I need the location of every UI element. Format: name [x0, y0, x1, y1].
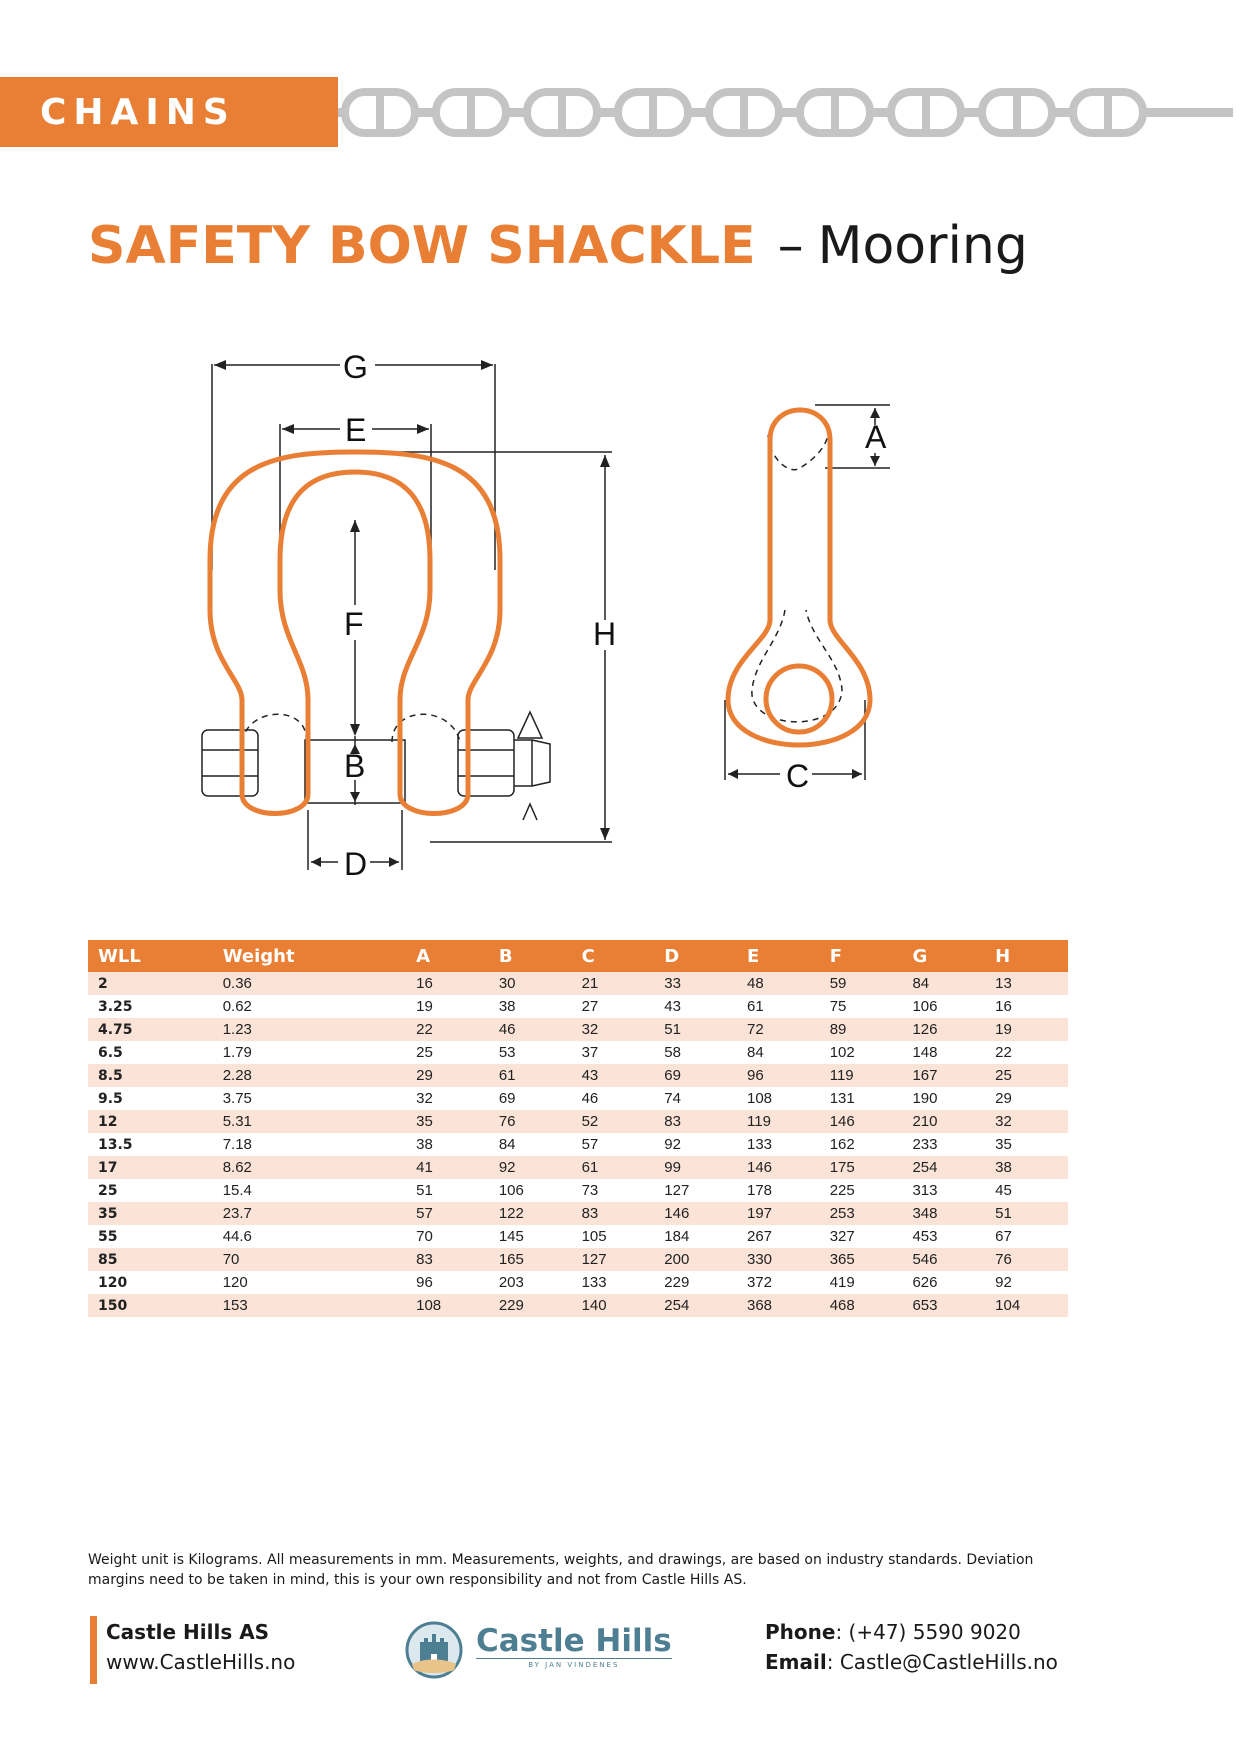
col-header-h: H: [985, 940, 1068, 972]
cell-b: 61: [489, 1064, 572, 1087]
email-line: [765, 1650, 1058, 1674]
cell-b: 106: [489, 1179, 572, 1202]
cell-g: 190: [902, 1087, 985, 1110]
col-header-b: B: [489, 940, 572, 972]
cell-b: 122: [489, 1202, 572, 1225]
dim-label-a: A: [865, 419, 887, 455]
col-header-e: E: [737, 940, 820, 972]
cell-wll: 9.5: [88, 1087, 213, 1110]
cell-a: 38: [406, 1133, 489, 1156]
cell-d: 184: [654, 1225, 737, 1248]
cell-wll: 17: [88, 1156, 213, 1179]
cell-c: 133: [572, 1271, 655, 1294]
castle-logo-icon: [404, 1620, 464, 1680]
table-row: [88, 995, 1068, 1018]
cell-g: 626: [902, 1271, 985, 1294]
cell-h: 38: [985, 1156, 1068, 1179]
cell-c: 52: [572, 1110, 655, 1133]
cell-weight: 15.4: [213, 1179, 406, 1202]
table-row: [88, 1156, 1068, 1179]
col-header-a: A: [406, 940, 489, 972]
cell-a: 29: [406, 1064, 489, 1087]
cell-h: 13: [985, 972, 1068, 995]
cell-g: 313: [902, 1179, 985, 1202]
cell-g: 254: [902, 1156, 985, 1179]
table-row: [88, 1202, 1068, 1225]
table-row: [88, 972, 1068, 995]
contact-block: [765, 1620, 1058, 1680]
cell-h: 76: [985, 1248, 1068, 1271]
cell-d: 229: [654, 1271, 737, 1294]
cell-c: 73: [572, 1179, 655, 1202]
cell-f: 146: [820, 1110, 903, 1133]
cell-f: 253: [820, 1202, 903, 1225]
cell-e: 84: [737, 1041, 820, 1064]
cell-h: 32: [985, 1110, 1068, 1133]
page-title: [88, 216, 1028, 276]
cell-e: 368: [737, 1294, 820, 1317]
cell-f: 59: [820, 972, 903, 995]
table-row: [88, 1133, 1068, 1156]
cell-d: 69: [654, 1064, 737, 1087]
cell-b: 53: [489, 1041, 572, 1064]
cell-b: 38: [489, 995, 572, 1018]
col-header-f: F: [820, 940, 903, 972]
cell-b: 145: [489, 1225, 572, 1248]
cell-g: 106: [902, 995, 985, 1018]
table-row: [88, 1179, 1068, 1202]
cell-weight: 3.75: [213, 1087, 406, 1110]
phone-value[interactable]: : (+47) 5590 9020: [835, 1620, 1021, 1644]
email-label: Email: [765, 1650, 827, 1674]
cell-weight: 44.6: [213, 1225, 406, 1248]
col-header-wll: WLL: [88, 940, 213, 972]
cell-weight: 120: [213, 1271, 406, 1294]
company-block: [106, 1620, 295, 1674]
phone-line: [765, 1620, 1058, 1644]
cell-g: 233: [902, 1133, 985, 1156]
company-name: Castle Hills AS: [106, 1620, 270, 1644]
cell-wll: 12: [88, 1110, 213, 1133]
chain-link-icon: [618, 92, 688, 133]
cell-b: 76: [489, 1110, 572, 1133]
cell-h: 67: [985, 1225, 1068, 1248]
cell-e: 372: [737, 1271, 820, 1294]
cell-b: 165: [489, 1248, 572, 1271]
title-dash: –: [777, 216, 804, 276]
title-subtitle: Mooring: [817, 216, 1028, 276]
footer-accent-bar: [90, 1616, 97, 1684]
cell-b: 229: [489, 1294, 572, 1317]
cell-d: 43: [654, 995, 737, 1018]
col-header-weight: Weight: [213, 940, 406, 972]
cell-h: 25: [985, 1064, 1068, 1087]
cell-e: 119: [737, 1110, 820, 1133]
cell-weight: 5.31: [213, 1110, 406, 1133]
cell-b: 30: [489, 972, 572, 995]
cell-weight: 2.28: [213, 1064, 406, 1087]
cell-e: 267: [737, 1225, 820, 1248]
cell-wll: 4.75: [88, 1018, 213, 1041]
cell-weight: 7.18: [213, 1133, 406, 1156]
chain-link-icon: [436, 92, 506, 133]
table-row: [88, 1110, 1068, 1133]
table-row: [88, 1041, 1068, 1064]
cell-f: 162: [820, 1133, 903, 1156]
chain-link-icon: [982, 92, 1052, 133]
cell-b: 92: [489, 1156, 572, 1179]
cell-g: 148: [902, 1041, 985, 1064]
cell-h: 92: [985, 1271, 1068, 1294]
cell-f: 365: [820, 1248, 903, 1271]
cell-e: 146: [737, 1156, 820, 1179]
cell-c: 43: [572, 1064, 655, 1087]
cell-wll: 2: [88, 972, 213, 995]
cell-a: 19: [406, 995, 489, 1018]
cell-wll: 35: [88, 1202, 213, 1225]
pin-hole: [766, 666, 832, 732]
cell-wll: 150: [88, 1294, 213, 1317]
col-header-d: D: [654, 940, 737, 972]
chain-link-icon: [709, 92, 779, 133]
dim-label-b: B: [344, 748, 366, 784]
disclaimer-text: Weight unit is Kilograms. All measurements in mm. Measurements, weights, and drawings, are based on industry standards. Deviation margins need to be taken in mind, this is your own responsibility and not from Castle Hills AS.: [88, 1552, 1034, 1588]
cell-f: 131: [820, 1087, 903, 1110]
cell-h: 51: [985, 1202, 1068, 1225]
cell-h: 35: [985, 1133, 1068, 1156]
table-row: [88, 1018, 1068, 1041]
phone-label: Phone: [765, 1620, 836, 1644]
cell-wll: 6.5: [88, 1041, 213, 1064]
cell-c: 37: [572, 1041, 655, 1064]
cell-c: 105: [572, 1225, 655, 1248]
cell-c: 57: [572, 1133, 655, 1156]
cell-g: 84: [902, 972, 985, 995]
dim-label-h: H: [593, 616, 617, 652]
cell-a: 70: [406, 1225, 489, 1248]
cell-h: 22: [985, 1041, 1068, 1064]
cell-a: 25: [406, 1041, 489, 1064]
cell-e: 61: [737, 995, 820, 1018]
table-header-row: [88, 940, 1068, 972]
cell-c: 32: [572, 1018, 655, 1041]
cell-a: 51: [406, 1179, 489, 1202]
chain-link-icon: [345, 92, 415, 133]
table-row: [88, 1248, 1068, 1271]
cell-weight: 0.62: [213, 995, 406, 1018]
cell-wll: 85: [88, 1248, 213, 1271]
section-label: CHAINS: [40, 91, 236, 133]
cell-weight: 153: [213, 1294, 406, 1317]
shackle-diagram: [180, 340, 980, 880]
cell-f: 89: [820, 1018, 903, 1041]
cell-d: 51: [654, 1018, 737, 1041]
cell-e: 72: [737, 1018, 820, 1041]
cell-a: 32: [406, 1087, 489, 1110]
specification-table: [88, 940, 1068, 1317]
cell-c: 27: [572, 995, 655, 1018]
table-body: [88, 972, 1068, 1317]
cell-wll: 13.5: [88, 1133, 213, 1156]
cell-d: 127: [654, 1179, 737, 1202]
cell-wll: 55: [88, 1225, 213, 1248]
chain-link-icon: [891, 92, 961, 133]
cell-h: 104: [985, 1294, 1068, 1317]
cell-b: 69: [489, 1087, 572, 1110]
cell-wll: 25: [88, 1179, 213, 1202]
dim-label-d: D: [344, 846, 368, 880]
cell-h: 29: [985, 1087, 1068, 1110]
company-website-link[interactable]: www.CastleHills.no: [106, 1650, 296, 1674]
dim-label-g: G: [343, 349, 368, 385]
cell-g: 453: [902, 1225, 985, 1248]
cell-c: 140: [572, 1294, 655, 1317]
cell-d: 33: [654, 972, 737, 995]
table-row: [88, 1271, 1068, 1294]
cell-c: 46: [572, 1087, 655, 1110]
cell-h: 45: [985, 1179, 1068, 1202]
cell-b: 46: [489, 1018, 572, 1041]
cell-d: 99: [654, 1156, 737, 1179]
col-header-g: G: [902, 940, 985, 972]
cell-d: 92: [654, 1133, 737, 1156]
cell-g: 348: [902, 1202, 985, 1225]
cell-a: 41: [406, 1156, 489, 1179]
dim-label-f: F: [344, 606, 364, 642]
cell-c: 61: [572, 1156, 655, 1179]
cell-e: 330: [737, 1248, 820, 1271]
cell-e: 178: [737, 1179, 820, 1202]
cell-f: 327: [820, 1225, 903, 1248]
table-row: [88, 1087, 1068, 1110]
chain-link-icon: [800, 92, 870, 133]
cell-f: 225: [820, 1179, 903, 1202]
cell-d: 200: [654, 1248, 737, 1271]
cell-f: 119: [820, 1064, 903, 1087]
cell-g: 653: [902, 1294, 985, 1317]
cell-e: 197: [737, 1202, 820, 1225]
shackle-bow-side: [728, 410, 870, 745]
cell-c: 21: [572, 972, 655, 995]
email-value[interactable]: : Castle@CastleHills.no: [826, 1650, 1058, 1674]
table-row: [88, 1294, 1068, 1317]
logo-tagline: BY JAN VINDENES: [476, 1658, 672, 1669]
cell-weight: 1.23: [213, 1018, 406, 1041]
logo-wordmark: [476, 1624, 672, 1669]
cell-b: 84: [489, 1133, 572, 1156]
cell-h: 19: [985, 1018, 1068, 1041]
cell-g: 126: [902, 1018, 985, 1041]
col-header-c: C: [572, 940, 655, 972]
chain-link-icon: [1073, 92, 1143, 133]
table-row: [88, 1064, 1068, 1087]
cell-d: 58: [654, 1041, 737, 1064]
cell-wll: 3.25: [88, 995, 213, 1018]
cell-f: 75: [820, 995, 903, 1018]
cell-g: 167: [902, 1064, 985, 1087]
title-main: SAFETY BOW SHACKLE: [88, 216, 756, 276]
dim-label-c: C: [786, 758, 810, 794]
chain-decoration: [338, 88, 1233, 138]
logo-name: Castle Hills: [476, 1623, 672, 1659]
cell-a: 108: [406, 1294, 489, 1317]
cell-f: 419: [820, 1271, 903, 1294]
cell-e: 108: [737, 1087, 820, 1110]
cell-e: 96: [737, 1064, 820, 1087]
cell-c: 83: [572, 1202, 655, 1225]
cell-weight: 8.62: [213, 1156, 406, 1179]
cell-g: 210: [902, 1110, 985, 1133]
cell-c: 127: [572, 1248, 655, 1271]
cell-a: 22: [406, 1018, 489, 1041]
cell-wll: 8.5: [88, 1064, 213, 1087]
cell-a: 35: [406, 1110, 489, 1133]
cell-weight: 0.36: [213, 972, 406, 995]
cell-e: 133: [737, 1133, 820, 1156]
cell-d: 83: [654, 1110, 737, 1133]
cell-f: 102: [820, 1041, 903, 1064]
cell-wll: 120: [88, 1271, 213, 1294]
section-header-band: [0, 77, 338, 147]
cell-g: 546: [902, 1248, 985, 1271]
cell-weight: 23.7: [213, 1202, 406, 1225]
table-row: [88, 1225, 1068, 1248]
cell-e: 48: [737, 972, 820, 995]
cell-weight: 70: [213, 1248, 406, 1271]
dim-label-e: E: [345, 412, 367, 448]
cell-f: 175: [820, 1156, 903, 1179]
cell-weight: 1.79: [213, 1041, 406, 1064]
cell-d: 74: [654, 1087, 737, 1110]
cell-a: 16: [406, 972, 489, 995]
cell-f: 468: [820, 1294, 903, 1317]
chain-link-icon: [527, 92, 597, 133]
cell-a: 57: [406, 1202, 489, 1225]
cell-d: 254: [654, 1294, 737, 1317]
cell-d: 146: [654, 1202, 737, 1225]
cell-h: 16: [985, 995, 1068, 1018]
cell-a: 96: [406, 1271, 489, 1294]
cell-b: 203: [489, 1271, 572, 1294]
cell-a: 83: [406, 1248, 489, 1271]
